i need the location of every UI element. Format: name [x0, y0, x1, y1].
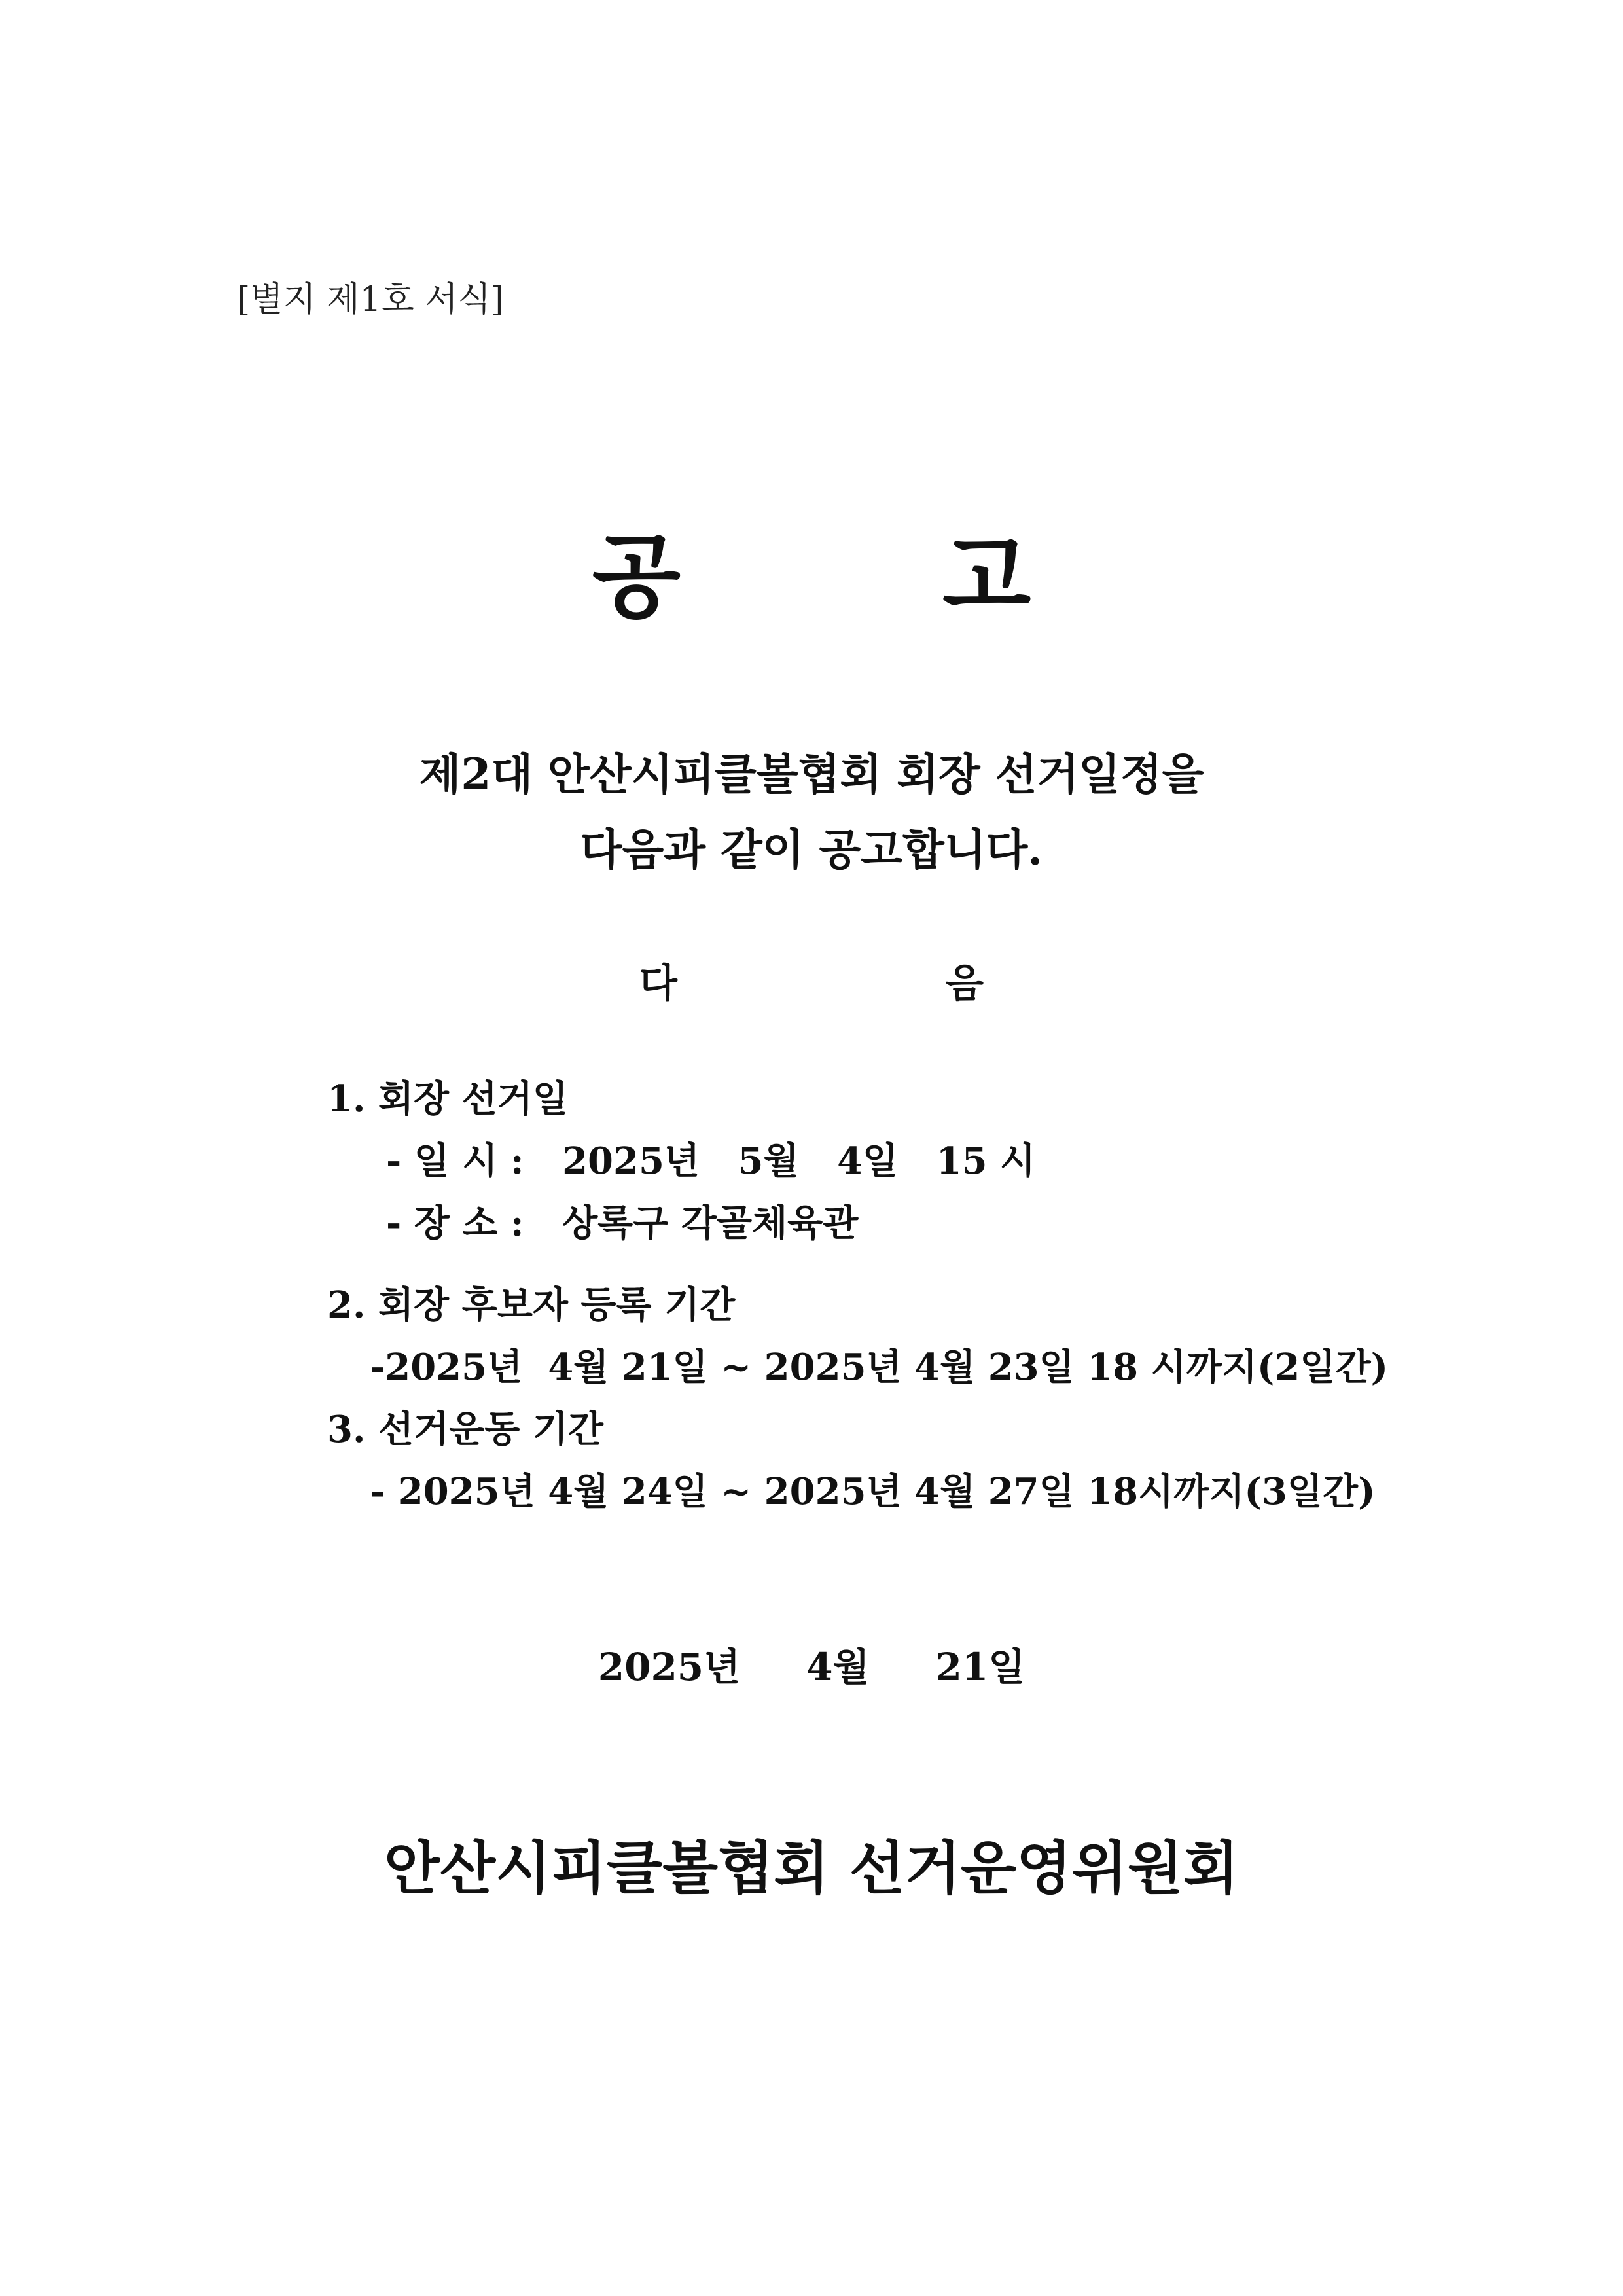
note-heading	[0, 952, 1623, 1009]
item-2-period: -2025년 4월 21일 ~ 2025년 4월 23일 18 시까지(2일간)	[370, 1346, 1389, 1389]
document-title	[0, 504, 1623, 636]
title-char-2: 고	[942, 524, 1031, 631]
issuing-organization: 안산시피클볼협회 선거운영위원회	[384, 1834, 1239, 1902]
intro-line-2: 다음과 같이 공고합니다.	[580, 824, 1043, 875]
item-3-period: - 2025년 4월 24일 ~ 2025년 4월 27일 18시까지(3일간)	[370, 1470, 1376, 1513]
form-label: [별지 제1호 서식]	[237, 280, 505, 319]
title-char-1: 공	[592, 524, 681, 631]
announcement-date: 2025년 4월 21일	[597, 1645, 1026, 1689]
item-1-datetime: - 일 시 : 2025년 5월 4일 15 시	[386, 1139, 1036, 1183]
item-2-heading: 2. 회장 후보자 등록 기간	[327, 1283, 736, 1327]
intro-line-1: 제2대 안산시피클볼협회 회장 선거일정을	[419, 749, 1204, 800]
note-heading-char-1: 다	[639, 961, 677, 1007]
item-1-heading: 1. 회장 선거일	[327, 1077, 568, 1121]
item-3-heading: 3. 선거운동 기간	[327, 1408, 604, 1451]
item-1-location: - 장 소 : 상록구 각골체육관	[386, 1202, 859, 1245]
note-heading-char-2: 음	[946, 961, 984, 1007]
